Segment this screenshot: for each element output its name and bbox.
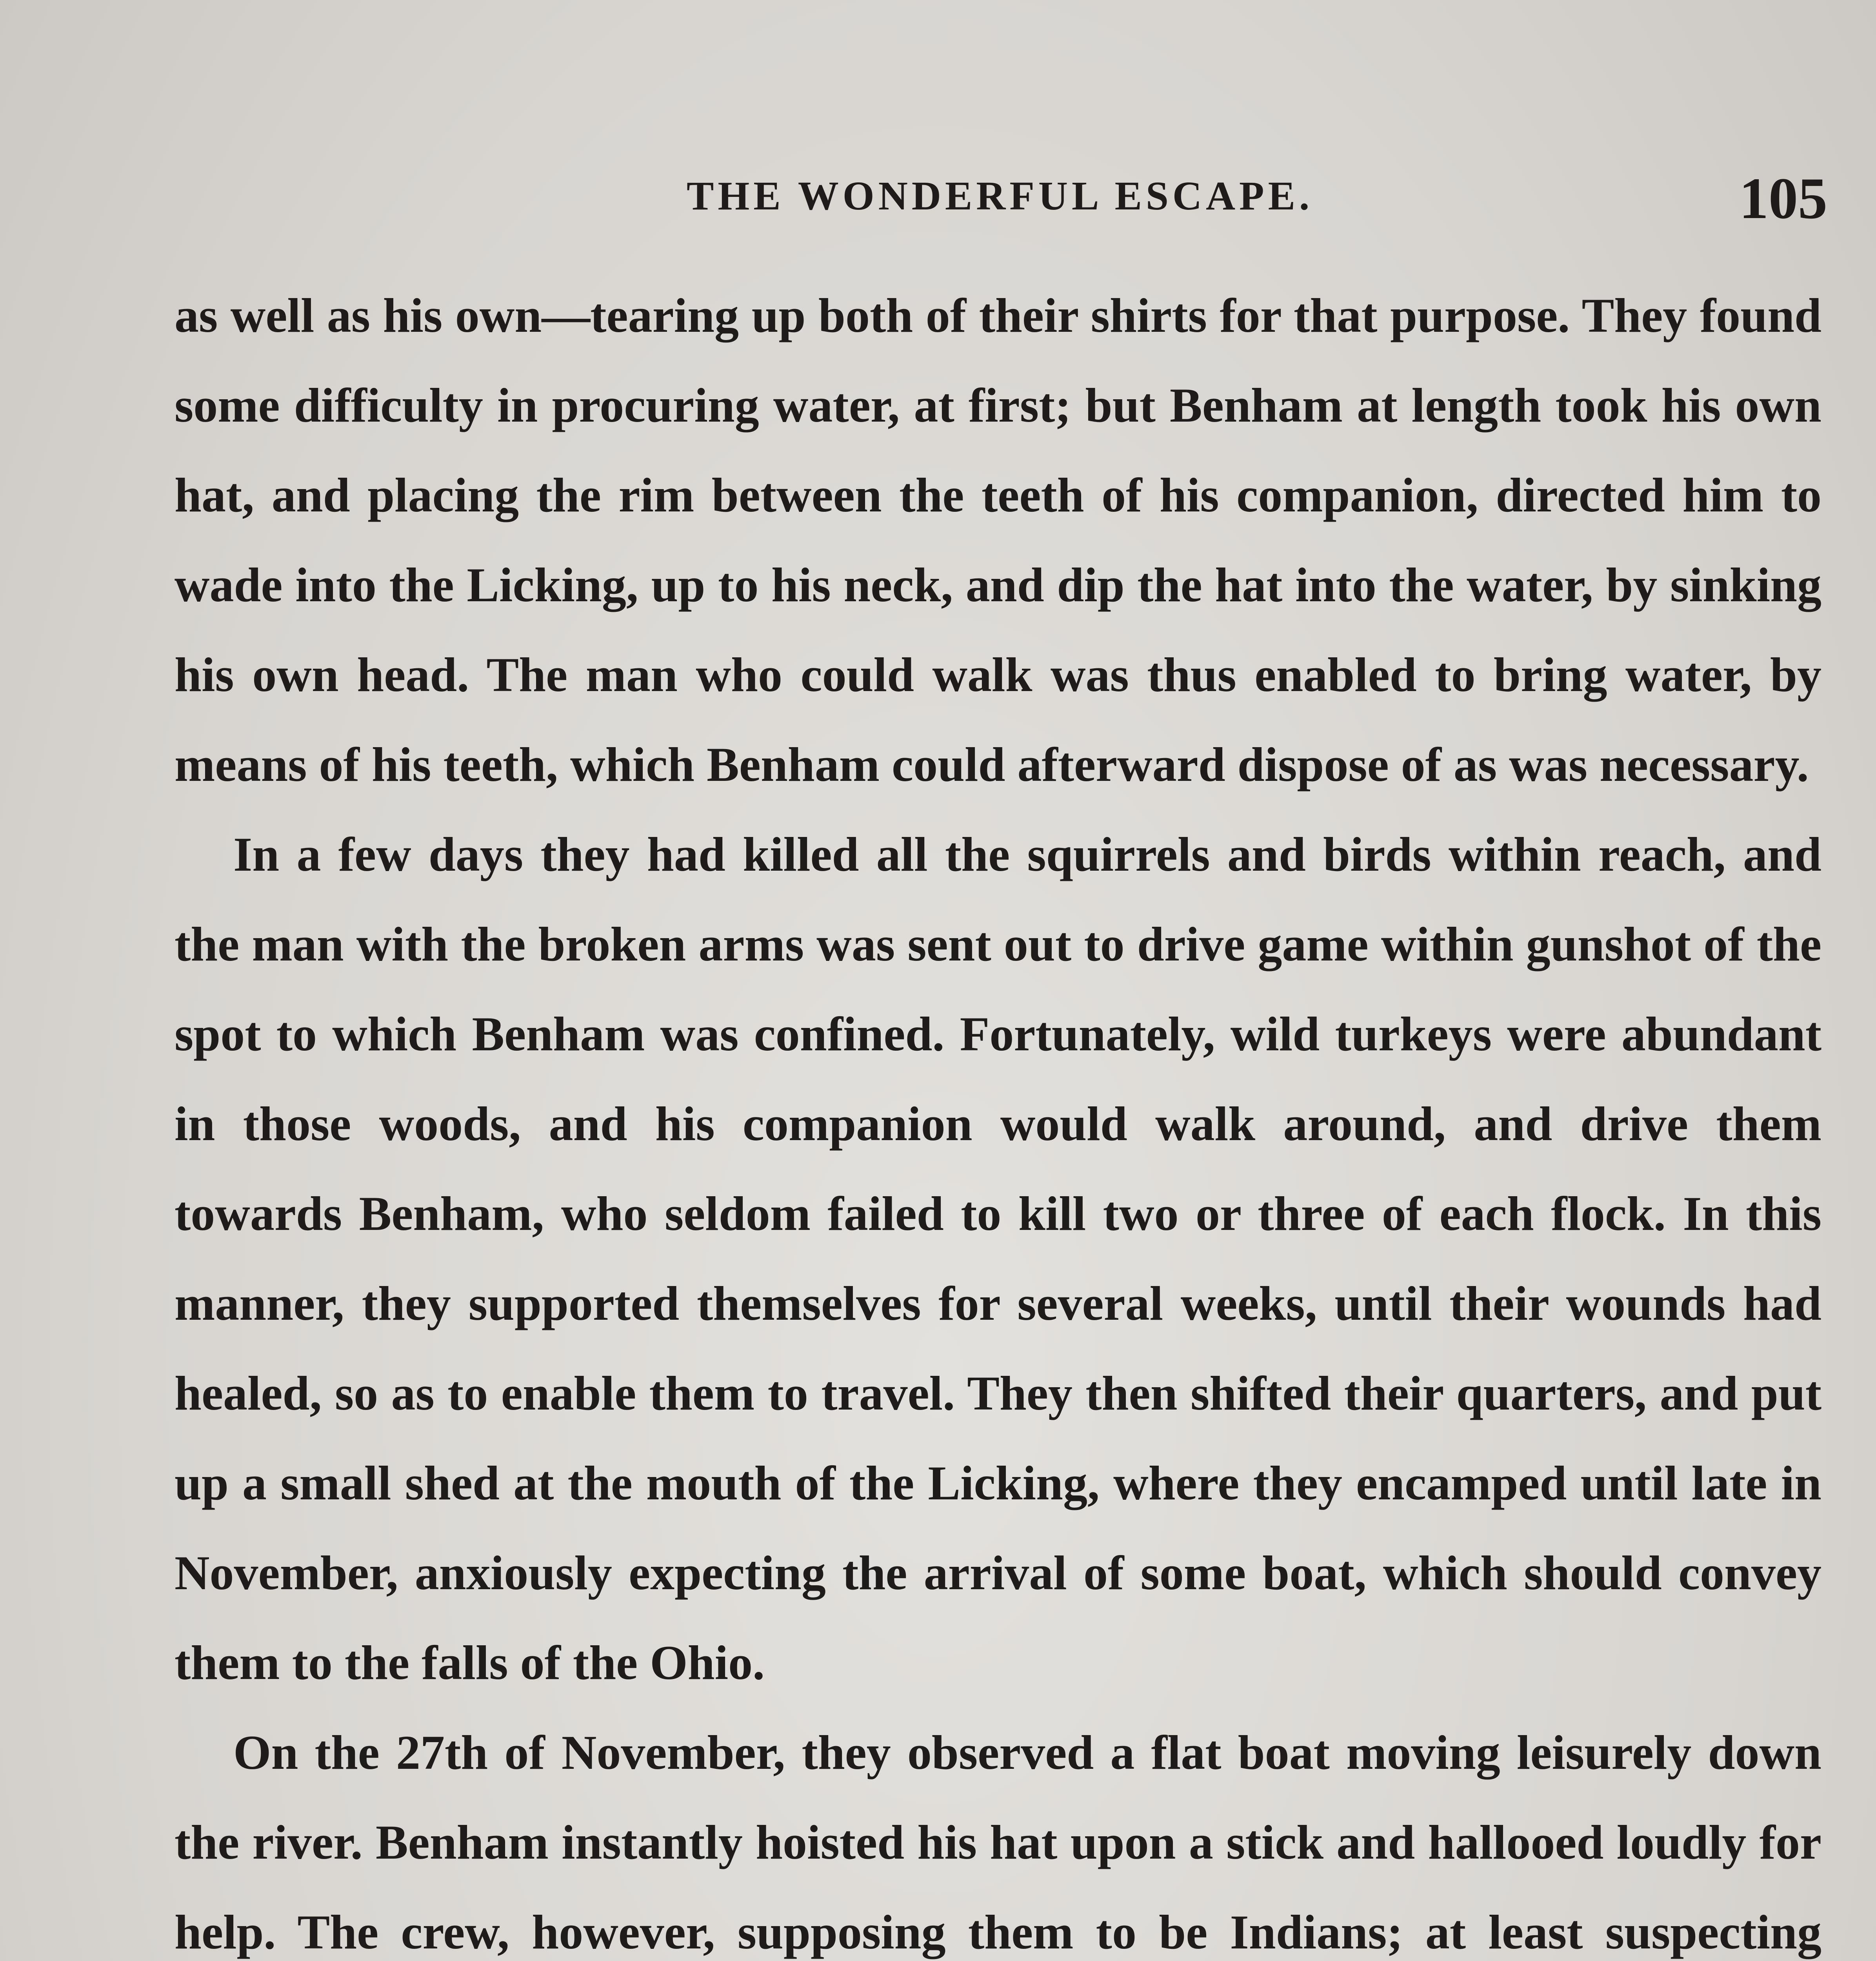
page-header: [173, 165, 1827, 243]
page-number: 105: [1739, 166, 1827, 231]
paragraph-2: In a few days they had killed all the squirrels and birds within reach, and the man with the broken arms was sent out to drive game within gunshot of the spot to which Benham was confined. Fortunately, wild turkeys were abundant in those woods, and his companion would walk around, and drive them towards Benham, who seldom failed to kill two or three of each flock. In this manner, they supported themselves for several weeks, until their wounds had healed, so as to enable them to travel. They then shifted their quarters, and put up a small shed at the mouth of the Licking, where they encamped until late in November, anxiously expecting the arrival of some boat, which should convey them to the falls of the Ohio.: [175, 828, 1821, 1690]
paragraph-1: as well as his own—tearing up both of their shirts for that purpose. They found some difficulty in procuring water, at first; but Benham at length took his own hat, and placing the rim between the teeth of his companion, directed him to wade into the Licking, up to his neck, and dip the hat into the water, by sinking his own head. The man who could walk was thus enabled to bring water, by means of his teeth, which Benham could afterward dispose of as was necessary.: [175, 289, 1821, 791]
body-text: [175, 271, 1821, 1961]
paragraph-3: On the 27th of November, they observed a flat boat moving leisurely down the river. Benham instantly hoisted his hat upon a stick and hallooed loudly for help. The crew, however, supposing them to be Indians; at least suspecting: [175, 1726, 1821, 1959]
running-head: THE WONDERFUL ESCAPE.: [687, 173, 1313, 218]
